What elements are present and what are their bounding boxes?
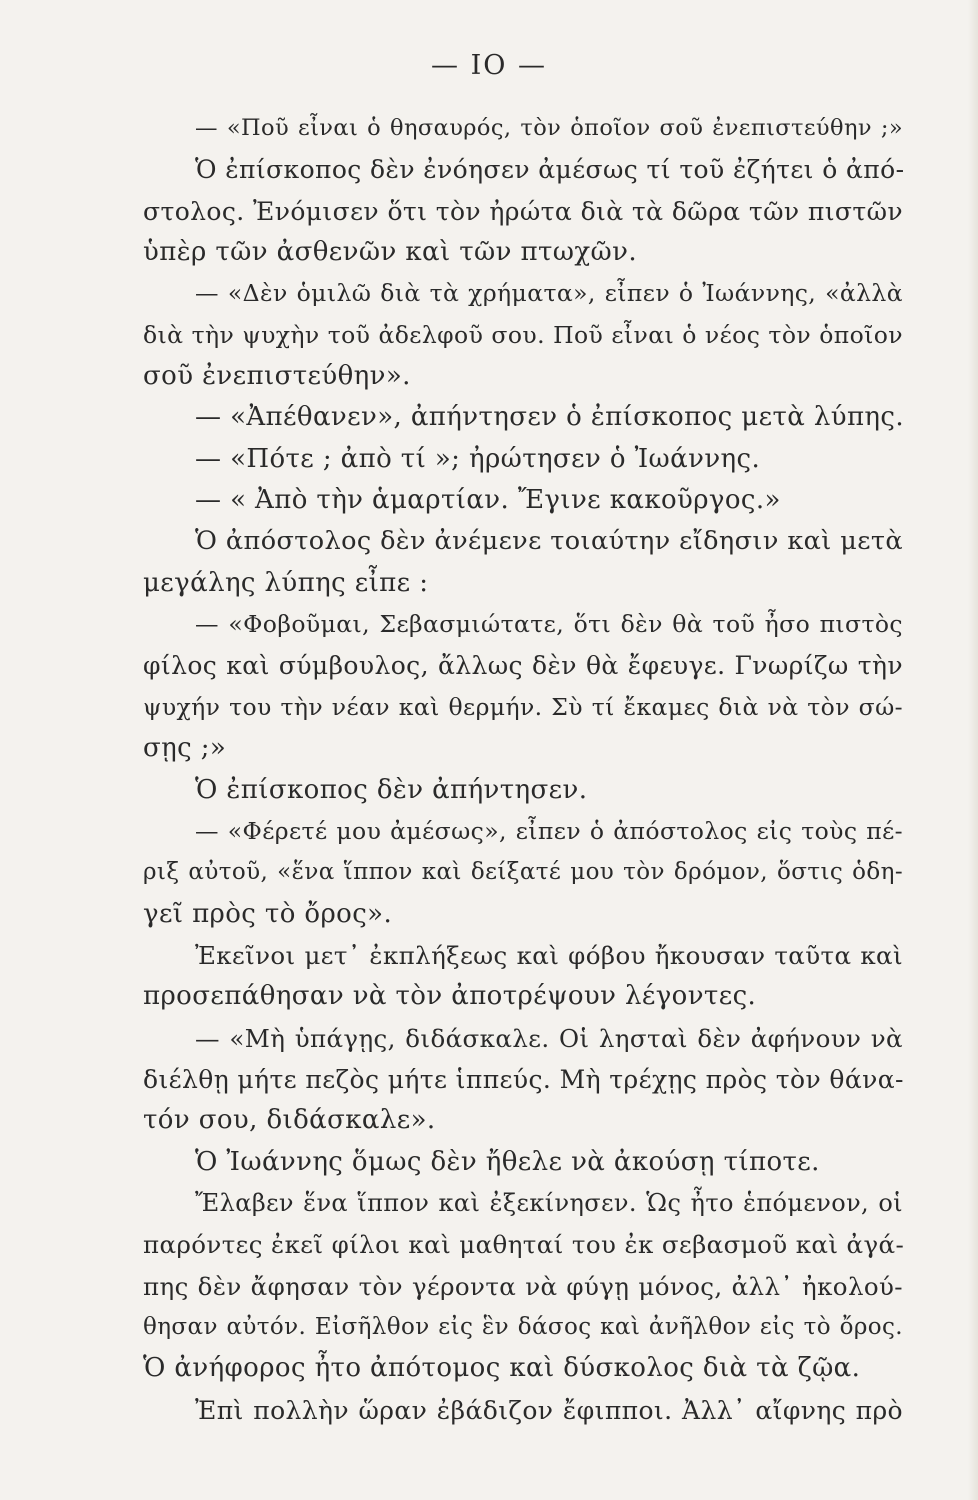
page-number: — IO — <box>431 50 547 81</box>
text-line: σῃς ;» <box>143 733 227 764</box>
text-line: Ὁ Ἰωάννης ὅμως δὲν ἤθελε νὰ ἀκούσῃ τίποτε. <box>195 1146 820 1177</box>
text-line: — «Φοβοῦμαι, Σεβασμιώτατε, ὅτι δὲν θὰ τοῦ ἦσο πιστὸς <box>195 610 903 639</box>
text-line: γεῖ πρὸς τὸ ὄρος». <box>143 898 393 929</box>
text-line: — «Μὴ ὑπάγῃς, διδάσκαλε. Οἱ λησταὶ δὲν ἀφήνουν νὰ <box>195 1023 903 1053</box>
text-line: Ὁ ἐπίσκοπος δὲν ἐνόησεν ἀμέσως τί τοῦ ἐζήτει ὁ ἀπό- <box>195 155 905 185</box>
text-line: ριξ αὐτοῦ, «ἕνα ἵππον καὶ δείξατέ μου τὸν δρόμον, ὅστις ὁδη- <box>143 859 903 886</box>
text-line: — « Ἀπὸ τὴν ἁμαρτίαν. Ἔγινε κακοῦργος.» <box>195 485 781 516</box>
text-line: — «Πότε ; ἀπὸ τί »; ἠρώτησεν ὁ Ἰωάννης. <box>195 443 761 474</box>
body-text <box>143 108 903 1431</box>
text-line: διέλθῃ μήτε πεζὸς μήτε ἱππεύς. Μὴ τρέχῃς πρὸς τὸν θάνα- <box>143 1064 904 1094</box>
text-line: Ὁ ἀπόστολος δὲν ἀνέμενε τοιαύτην εἴδησιν καὶ μετὰ <box>195 526 903 557</box>
text-line: Ἔλαβεν ἕνα ἵππον καὶ ἐξεκίνησεν. Ὡς ἦτο ἑπόμενον, οἱ <box>195 1188 903 1217</box>
text-line: ὑπὲρ τῶν ἀσθενῶν καὶ τῶν πτωχῶν. <box>143 237 637 268</box>
text-line: — «Δὲν ὁμιλῶ διὰ τὰ χρήματα», εἶπεν ὁ Ἰωάννης, «ἀλλὰ <box>195 279 903 308</box>
text-line: — «Φέρετέ μου ἀμέσως», εἶπεν ὁ ἀπόστολος εἰς τοὺς πέ- <box>195 816 903 845</box>
text-line: φίλος καὶ σύμβουλος, ἄλλως δὲν θὰ ἔφευγε. Γνωρίζω τὴν <box>143 651 903 681</box>
text-line: Ἐκεῖνοι μετ᾿ ἐκπλήξεως καὶ φόβου ἤκουσαν ταῦτα καὶ <box>195 940 903 970</box>
text-line: Ὁ ἀνήφορος ἦτο ἀπότομος καὶ δύσκολος διὰ τὰ ζῷα. <box>143 1353 861 1384</box>
text-line: προσεπάθησαν νὰ τὸν ἀποτρέψουν λέγοντες. <box>143 981 757 1012</box>
text-line: σοῦ ἐνεπιστεύθην». <box>143 361 411 392</box>
text-line: παρόντες ἐκεῖ φίλοι καὶ μαθηταί του ἐκ σεβασμοῦ καὶ ἀγά- <box>143 1230 905 1260</box>
text-line: πης δὲν ἄφησαν τὸν γέροντα νὰ φύγῃ μόνος, ἀλλ᾿ ἠκολού- <box>143 1271 903 1301</box>
text-line: θησαν αὐτόν. Εἰσῆλθον εἰς ἓν δάσος καὶ ἀνῆλθον εἰς τὸ ὄρος. <box>143 1313 903 1340</box>
text-line: — «Ποῦ εἶναι ὁ θησαυρός, τὸν ὁποῖον σοῦ ἐνεπιστεύθην ;» <box>195 115 903 141</box>
text-line: μεγάλης λύπης εἶπε : <box>143 567 429 598</box>
text-line: τόν σου, διδάσκαλε». <box>143 1105 436 1136</box>
text-line: — «Ἀπέθανεν», ἀπήντησεν ὁ ἐπίσκοπος μετὰ λύπης. <box>195 402 905 433</box>
page-edge <box>968 0 978 1500</box>
text-line: Ὁ ἐπίσκοπος δὲν ἀπήντησεν. <box>195 774 588 805</box>
text-line: Ἐπὶ πολλὴν ὥραν ἐβάδιζον ἔφιπποι. Ἀλλ᾿ αἴφνης πρὸ <box>195 1395 903 1425</box>
text-line: στολος. Ἐνόμισεν ὅτι τὸν ἠρώτα διὰ τὰ δῶρα τῶν πιστῶν <box>143 196 903 226</box>
text-line: ψυχήν του τὴν νέαν καὶ θερμήν. Σὺ τί ἔκαμες διὰ νὰ τὸν σώ- <box>143 692 903 721</box>
text-line: διὰ τὴν ψυχὴν τοῦ ἀδελφοῦ σου. Ποῦ εἶναι ὁ νέος τὸν ὁποῖον <box>143 320 903 349</box>
